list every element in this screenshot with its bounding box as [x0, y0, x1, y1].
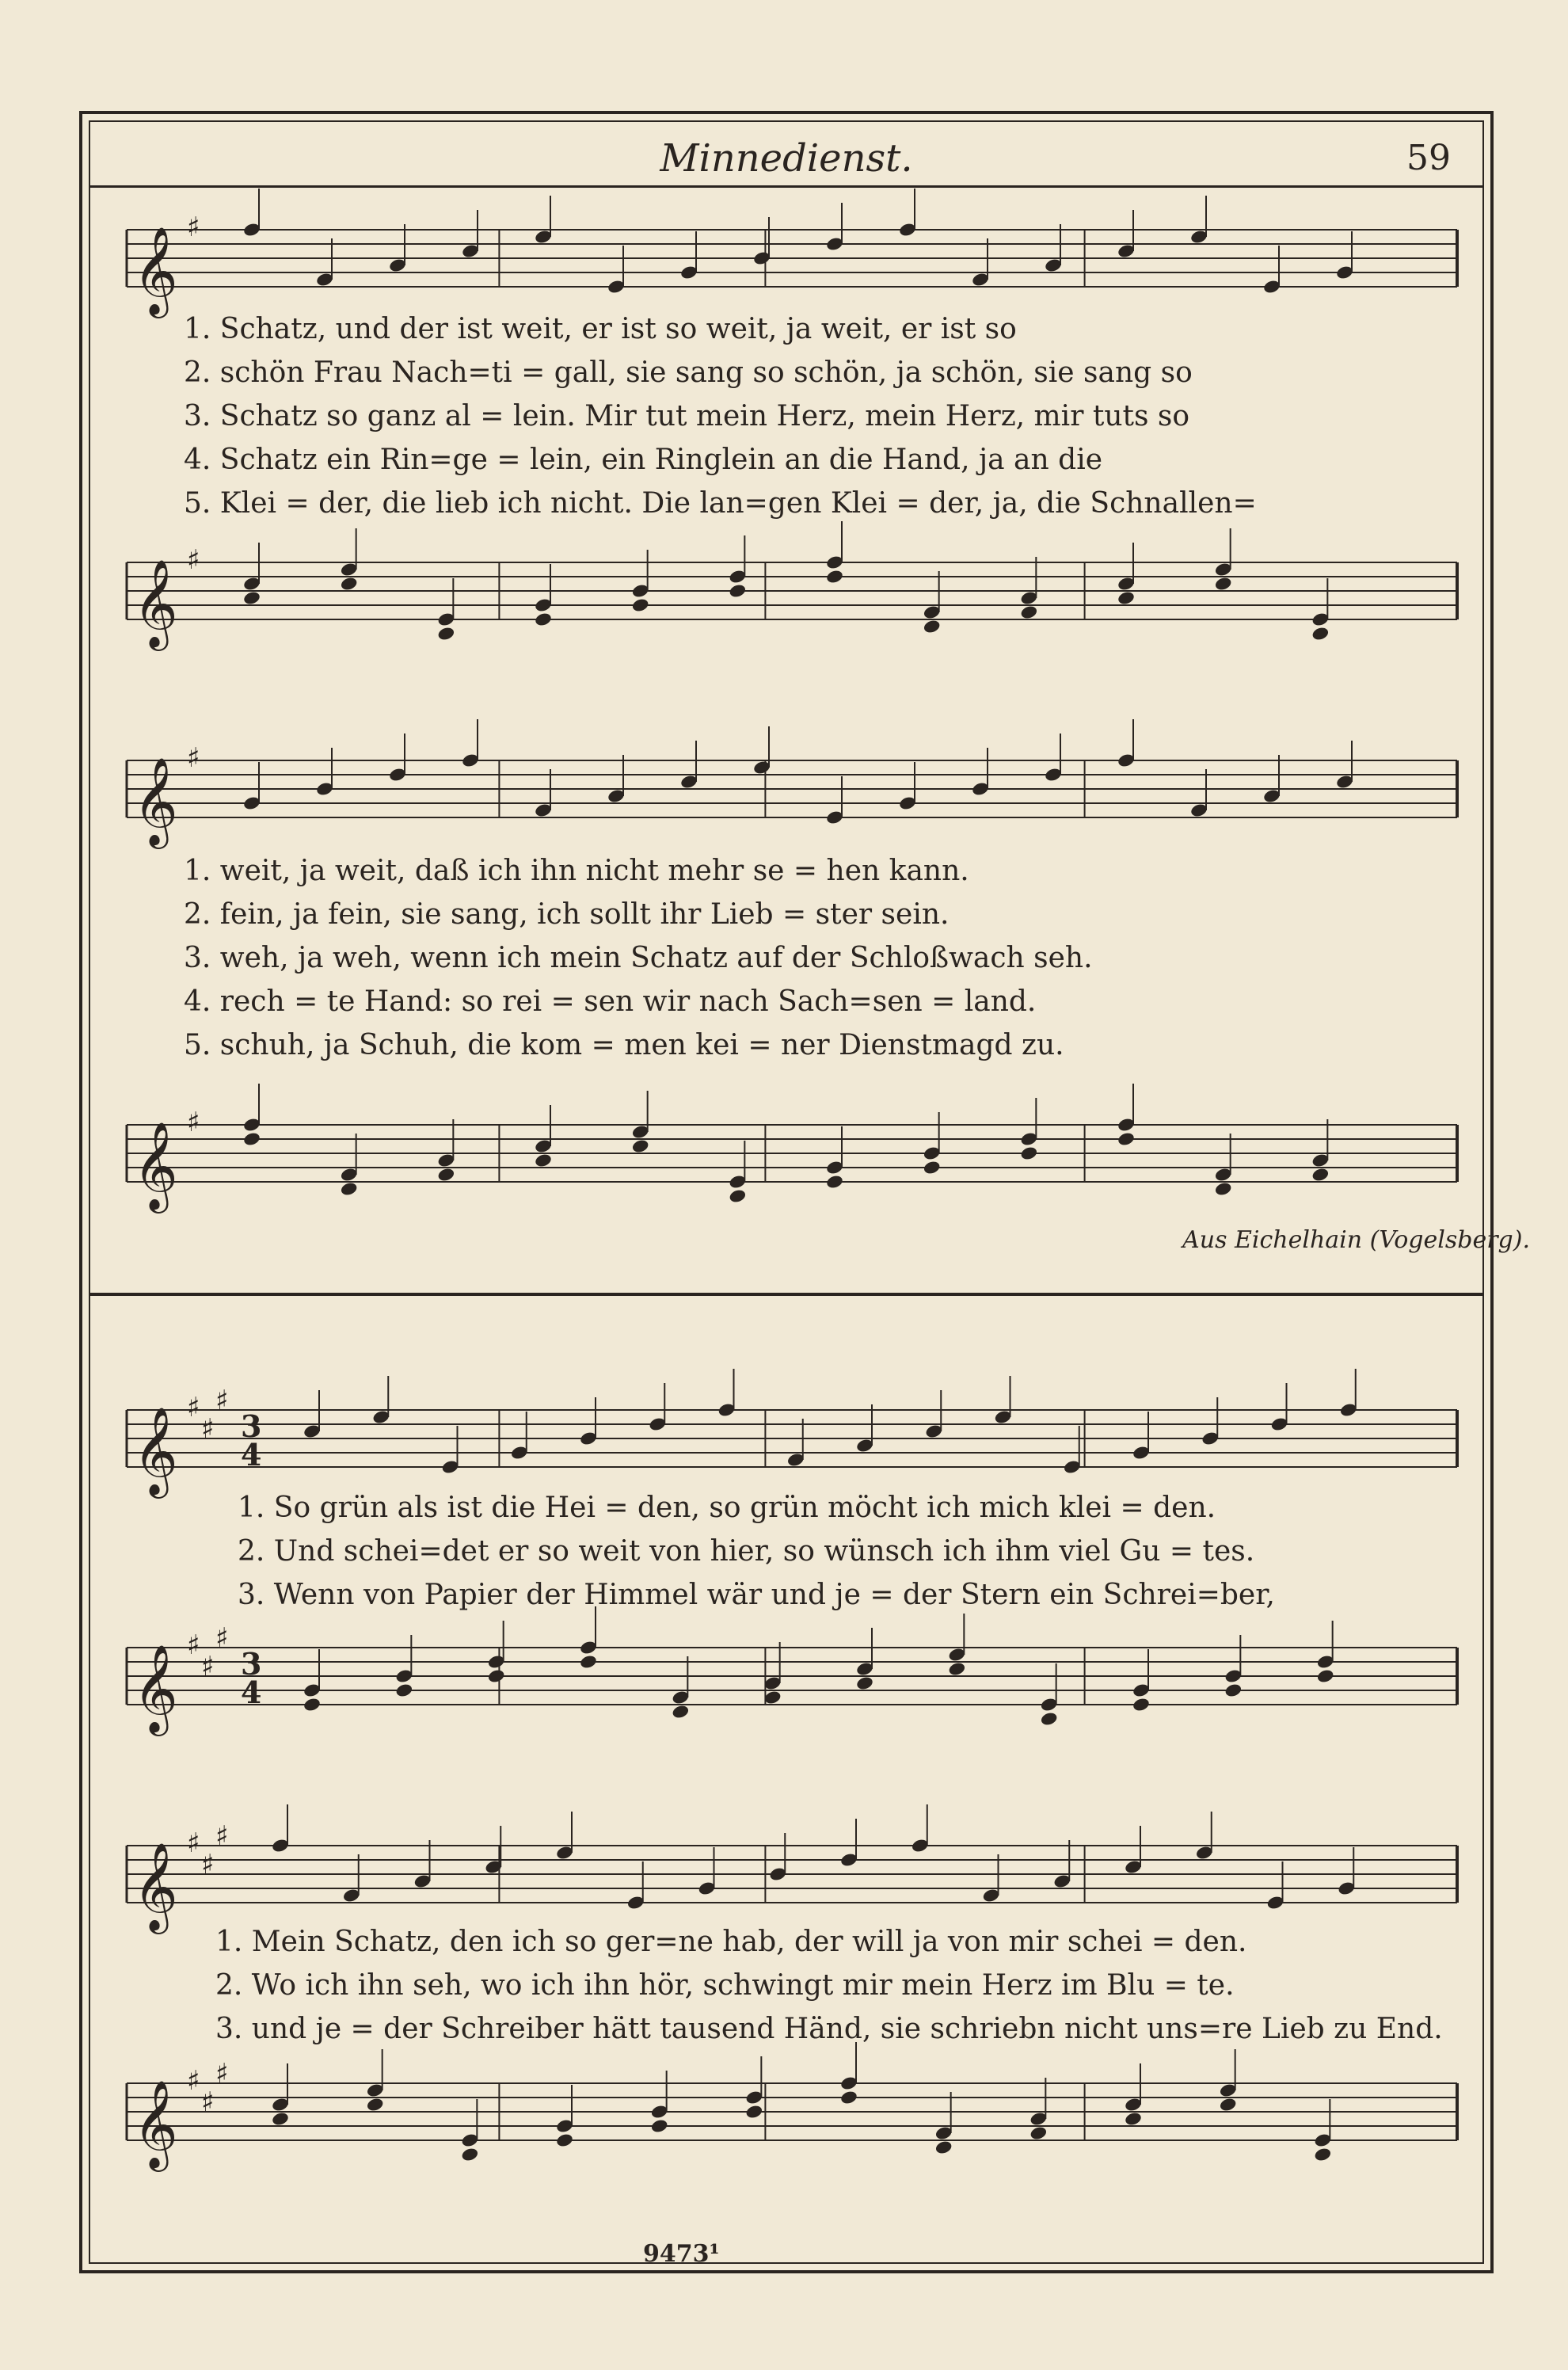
note-head: [923, 619, 942, 634]
note-head: [1224, 1682, 1243, 1698]
note-head: [1020, 604, 1039, 620]
note-head: [1316, 1668, 1335, 1684]
song2-system2-piano-staff: [127, 2058, 1457, 2168]
time-signature-icon: 4: [241, 1437, 262, 1473]
sharp-icon: ♯: [187, 1827, 200, 1859]
note-head: [763, 1690, 782, 1705]
treble-clef-icon: 𝄞: [133, 558, 178, 647]
sharp-icon: ♯: [187, 1107, 200, 1138]
treble-clef-icon: 𝄞: [133, 2079, 178, 2168]
treble-clef-icon: 𝄞: [133, 1842, 178, 1930]
time-signature-icon: 3: [241, 1408, 262, 1444]
song2-system1-lyrics: [238, 1486, 1457, 1617]
note-head: [1020, 1145, 1039, 1161]
note-head: [934, 2139, 953, 2155]
sharp-icon: ♯: [187, 1392, 200, 1423]
page-title: Minnedienst.: [660, 136, 913, 181]
time-signature-icon: 3: [241, 1646, 262, 1682]
song-source: Aus Eichelhain (Vogelsberg).: [1182, 1226, 1530, 1254]
lyric-line: 5. schuh, ja Schuh, die kom = men kei = ner Dienstmagd zu.: [184, 1029, 1064, 1061]
song1-system1-melody-staff: [127, 211, 1457, 314]
note-head: [555, 2132, 574, 2148]
note-head: [242, 1131, 261, 1147]
note-head: [340, 576, 359, 592]
sharp-icon: ♯: [187, 742, 200, 774]
song1-system1-lyrics: [184, 307, 1451, 525]
note-head: [242, 590, 261, 606]
sharp-icon: ♯: [187, 544, 200, 576]
lyric-line: 3. weh, ja weh, wenn ich mein Schatz auf der Schloßwach seh.: [184, 942, 1093, 974]
note-head: [1117, 1131, 1136, 1147]
lyric-line: 3. Schatz so ganz al = lein. Mir tut mein Herz, mein Herz, mir tuts so: [184, 400, 1190, 432]
note-head: [825, 569, 844, 585]
sharp-icon: ♯: [187, 2065, 200, 2097]
sharp-icon: ♯: [201, 1413, 215, 1445]
page-number: 59: [1406, 138, 1451, 178]
sharp-icon: ♯: [215, 1622, 229, 1654]
note-head: [340, 1181, 359, 1197]
plate-number: 9473¹: [643, 2240, 720, 2268]
note-head: [672, 1704, 691, 1720]
lyric-line: 2. fein, ja fein, sie sang, ich sollt ihr Lieb = ster sein.: [184, 898, 950, 931]
treble-clef-icon: 𝄞: [133, 226, 178, 314]
note-head: [923, 1160, 942, 1175]
sharp-icon: ♯: [201, 1849, 215, 1880]
lyric-line: 1. Schatz, und der ist weit, er ist so weit, ja weit, er ist so: [184, 313, 1017, 345]
lyric-line: 4. rech = te Hand: so rei = sen wir nach Sach=sen = land.: [184, 985, 1037, 1018]
note-head: [534, 1153, 553, 1168]
treble-clef-icon: 𝄞: [133, 1644, 178, 1732]
note-head: [1311, 1167, 1330, 1183]
note-head: [631, 597, 650, 613]
note-head: [1214, 1181, 1233, 1197]
sharp-icon: ♯: [215, 1820, 229, 1852]
song2-system2-melody-staff: [127, 1820, 1457, 1930]
sharp-icon: ♯: [201, 1651, 215, 1682]
note-head: [1132, 1697, 1151, 1713]
sharp-icon: ♯: [187, 1629, 200, 1661]
lyric-line: 2. Wo ich ihn seh, wo ich ihn hör, schwingt mir mein Herz im Blu = te.: [215, 1969, 1235, 2002]
sharp-icon: ♯: [215, 2058, 229, 2090]
section-divider: [90, 1293, 1482, 1296]
note-head: [1124, 2111, 1143, 2127]
song1-system1-piano-staff: [127, 544, 1457, 647]
note-head: [303, 1697, 322, 1713]
note-head: [1117, 590, 1136, 606]
song1-system2-melody-staff: [127, 742, 1457, 845]
lyric-line: 5. Klei = der, die lieb ich nicht. Die lan=gen Klei = der, ja, die Schnallen=: [184, 487, 1257, 520]
lyric-line: 2. schön Frau Nach=ti = gall, sie sang so schön, ja schön, sie sang so: [184, 356, 1193, 389]
lyric-line: 1. So grün als ist die Hei = den, so grün möcht ich mich klei = den.: [238, 1492, 1216, 1524]
note-head: [1219, 2097, 1238, 2113]
song2-system1-melody-staff: [127, 1385, 1457, 1495]
treble-clef-icon: 𝄞: [133, 1121, 178, 1210]
note-head: [825, 1174, 844, 1190]
lyric-line: 1. Mein Schatz, den ich so ger=ne hab, der will ja von mir schei = den.: [215, 1926, 1247, 1958]
sharp-icon: ♯: [201, 2086, 215, 2118]
treble-clef-icon: 𝄞: [133, 1406, 178, 1495]
song2-system1-piano-staff: [127, 1622, 1457, 1732]
note-head: [534, 612, 553, 627]
note-head: [1214, 576, 1233, 592]
note-head: [395, 1682, 414, 1698]
song2-system2-lyrics: [215, 1920, 1451, 2051]
note-head: [650, 2118, 669, 2134]
note-head: [631, 1138, 650, 1154]
note-head: [839, 2090, 858, 2105]
note-head: [366, 2097, 385, 2113]
sharp-icon: ♯: [187, 211, 200, 243]
lyric-line: 3. Wenn von Papier der Himmel wär und je = der Stern ein Schrei=ber,: [238, 1579, 1275, 1611]
header-divider: [90, 185, 1482, 188]
time-signature-icon: 4: [241, 1675, 262, 1710]
lyric-line: 4. Schatz ein Rin=ge = lein, ein Ringlein an die Hand, ja an die: [184, 444, 1103, 476]
song1-system2-piano-staff: [127, 1107, 1457, 1210]
note-head: [745, 2104, 764, 2120]
lyric-line: 3. und je = der Schreiber hätt tausend Händ, sie schriebn nicht uns=re Lieb zu End.: [215, 2013, 1443, 2045]
note-head: [437, 1167, 456, 1183]
lyric-line: 1. weit, ja weit, daß ich ihn nicht mehr se = hen kann.: [184, 855, 969, 887]
note-head: [1029, 2125, 1049, 2141]
lyric-line: 2. Und schei=det er so weit von hier, so wünsch ich ihm viel Gu = tes.: [238, 1535, 1255, 1568]
note-head: [579, 1654, 598, 1670]
sharp-icon: ♯: [215, 1385, 229, 1416]
note-head: [487, 1668, 506, 1684]
note-head: [855, 1675, 874, 1691]
song1-system2-lyrics: [184, 849, 1451, 1067]
treble-clef-icon: 𝄞: [133, 756, 178, 845]
note-head: [948, 1661, 967, 1677]
note-head: [271, 2111, 290, 2127]
note-head: [729, 583, 748, 599]
